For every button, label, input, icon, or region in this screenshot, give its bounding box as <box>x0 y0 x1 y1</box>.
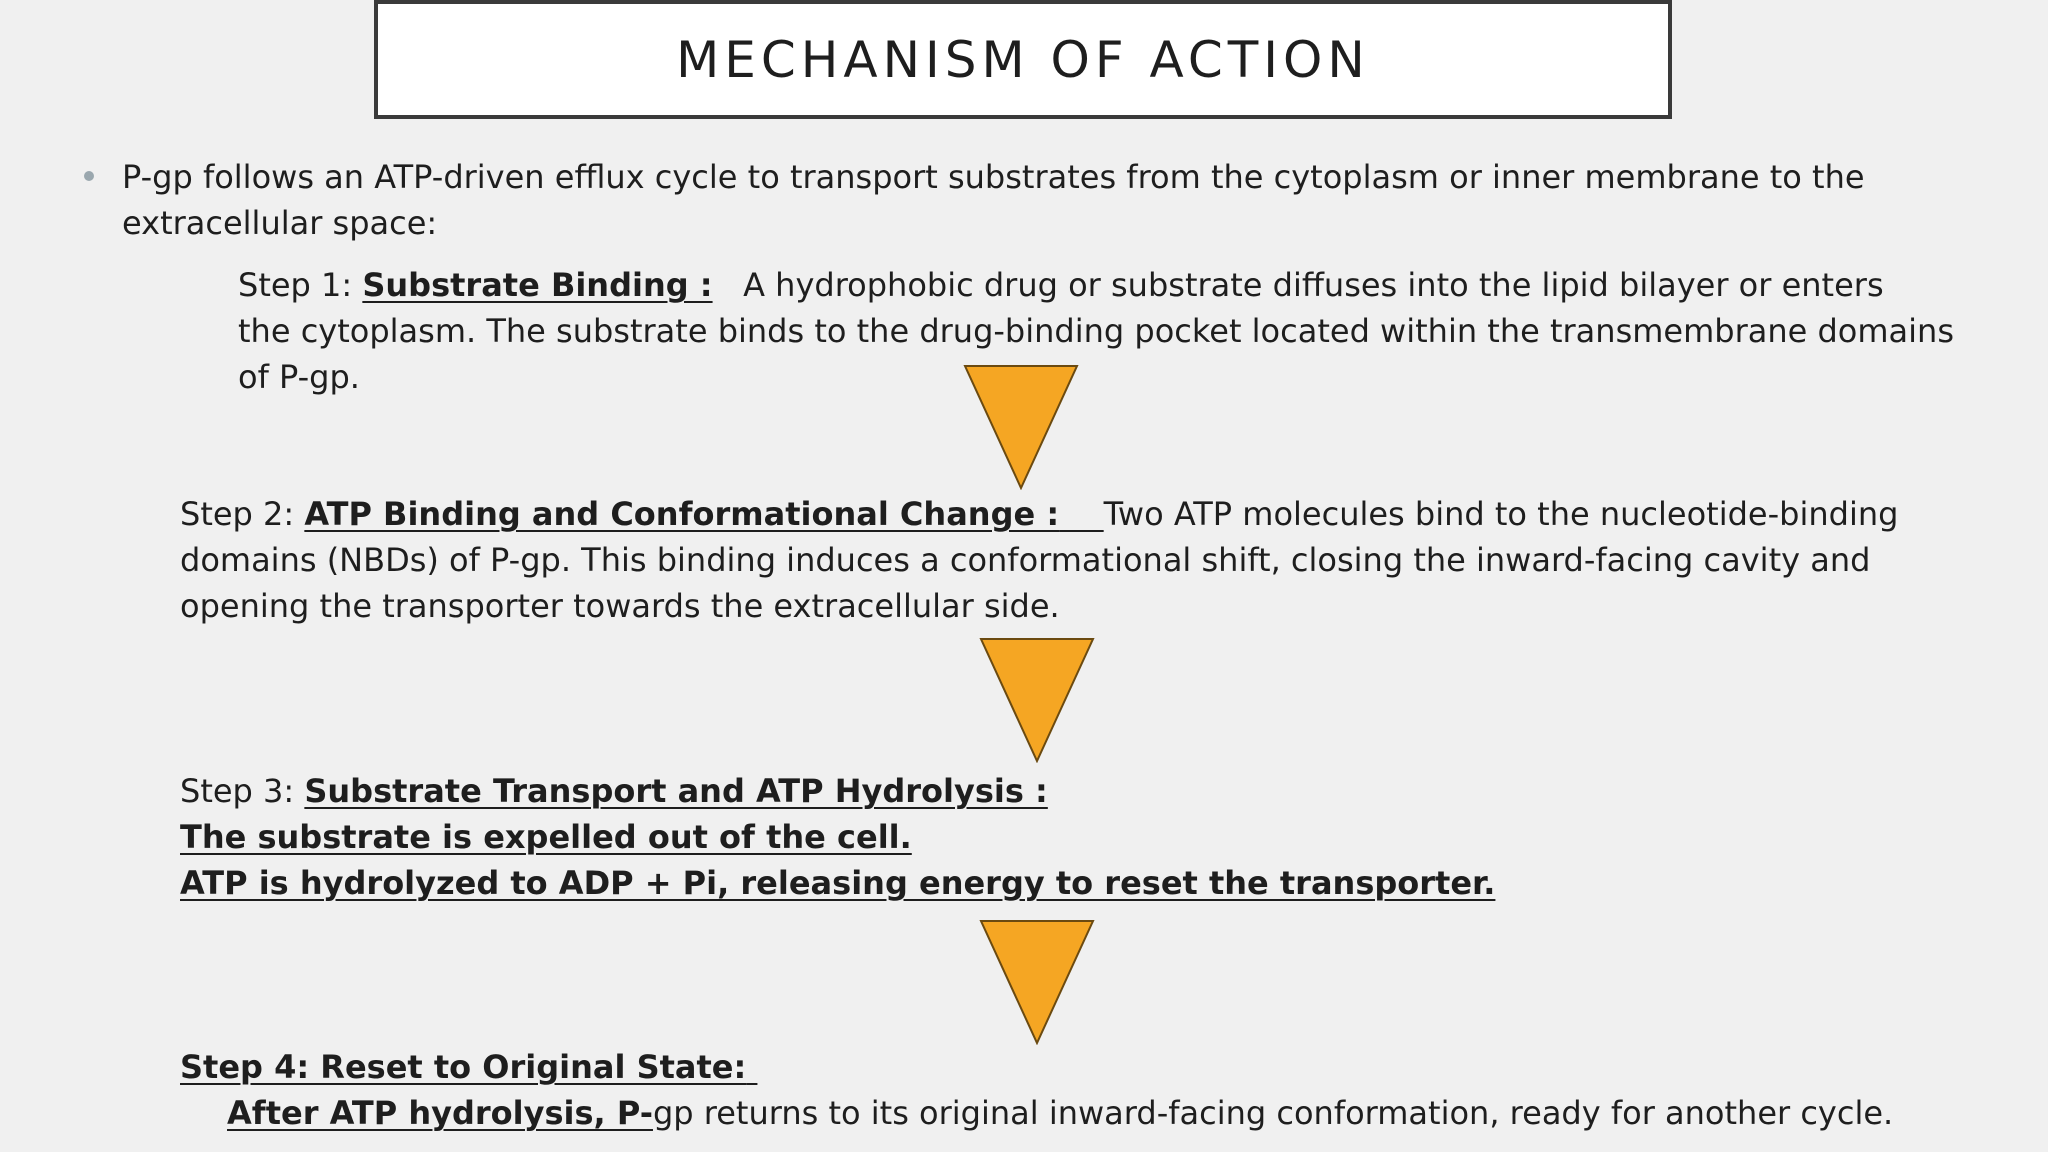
step-1-prefix: Step 1: <box>238 266 363 304</box>
page-title: MECHANISM OF ACTION <box>676 30 1370 89</box>
step-4-heading: Step 4: Reset to Original State: <box>180 1048 747 1086</box>
step-2-prefix: Step 2: <box>180 495 305 533</box>
step-1-line-2: the cytoplasm. The substrate binds to the drug-binding pocket located within the transmembrane domains <box>238 312 1954 350</box>
step-1-line-1-text: A hydrophobic drug or substrate diffuses into the lipid bilayer or enters <box>743 266 1884 304</box>
down-arrow-icon <box>979 919 1095 1045</box>
step-1 <box>238 262 1954 400</box>
step-3-line-2: The substrate is expelled out of the cell. <box>180 818 912 856</box>
step-2-line-2: domains (NBDs) of P-gp. This binding induces a conformational shift, closing the inward-facing cavity and <box>180 541 1871 579</box>
bullet-dot-icon <box>84 171 94 181</box>
step-3 <box>180 768 1495 906</box>
step-1-line-3: of P-gp. <box>238 358 360 396</box>
step-2 <box>180 491 1898 629</box>
down-arrow-icon <box>963 364 1079 490</box>
step-1-line-1 <box>238 262 1954 308</box>
step-4-line-1 <box>180 1044 1893 1090</box>
intro-line-1: P-gp follows an ATP-driven efflux cycle to transport substrates from the cytoplasm or inner membrane to the <box>122 158 1865 196</box>
step-2-line-3: opening the transporter towards the extracellular side. <box>180 587 1060 625</box>
intro-paragraph <box>122 154 1922 246</box>
down-arrow-icon <box>979 637 1095 763</box>
step-3-line-1 <box>180 768 1495 814</box>
step-3-line-3: ATP is hydrolyzed to ADP + Pi, releasing energy to reset the transporter. <box>180 864 1496 902</box>
step-4-line-2-bold: After ATP hydrolysis, P- <box>227 1094 653 1132</box>
step-4-line-2-text: gp returns to its original inward-facing conformation, ready for another cycle. <box>652 1094 1894 1132</box>
intro-line-2: extracellular space: <box>122 204 438 242</box>
step-2-line-1-text: Two ATP molecules bind to the nucleotide-binding <box>1103 495 1899 533</box>
step-2-heading: ATP Binding and Conformational Change : <box>304 495 1060 533</box>
step-4-line-2 <box>180 1090 1893 1136</box>
step-2-line-1 <box>180 491 1898 537</box>
step-3-heading: Substrate Transport and ATP Hydrolysis : <box>304 772 1048 810</box>
step-3-prefix: Step 3: <box>180 772 305 810</box>
step-1-heading: Substrate Binding : <box>362 266 713 304</box>
step-4 <box>180 1044 1893 1136</box>
title-box <box>374 0 1672 119</box>
